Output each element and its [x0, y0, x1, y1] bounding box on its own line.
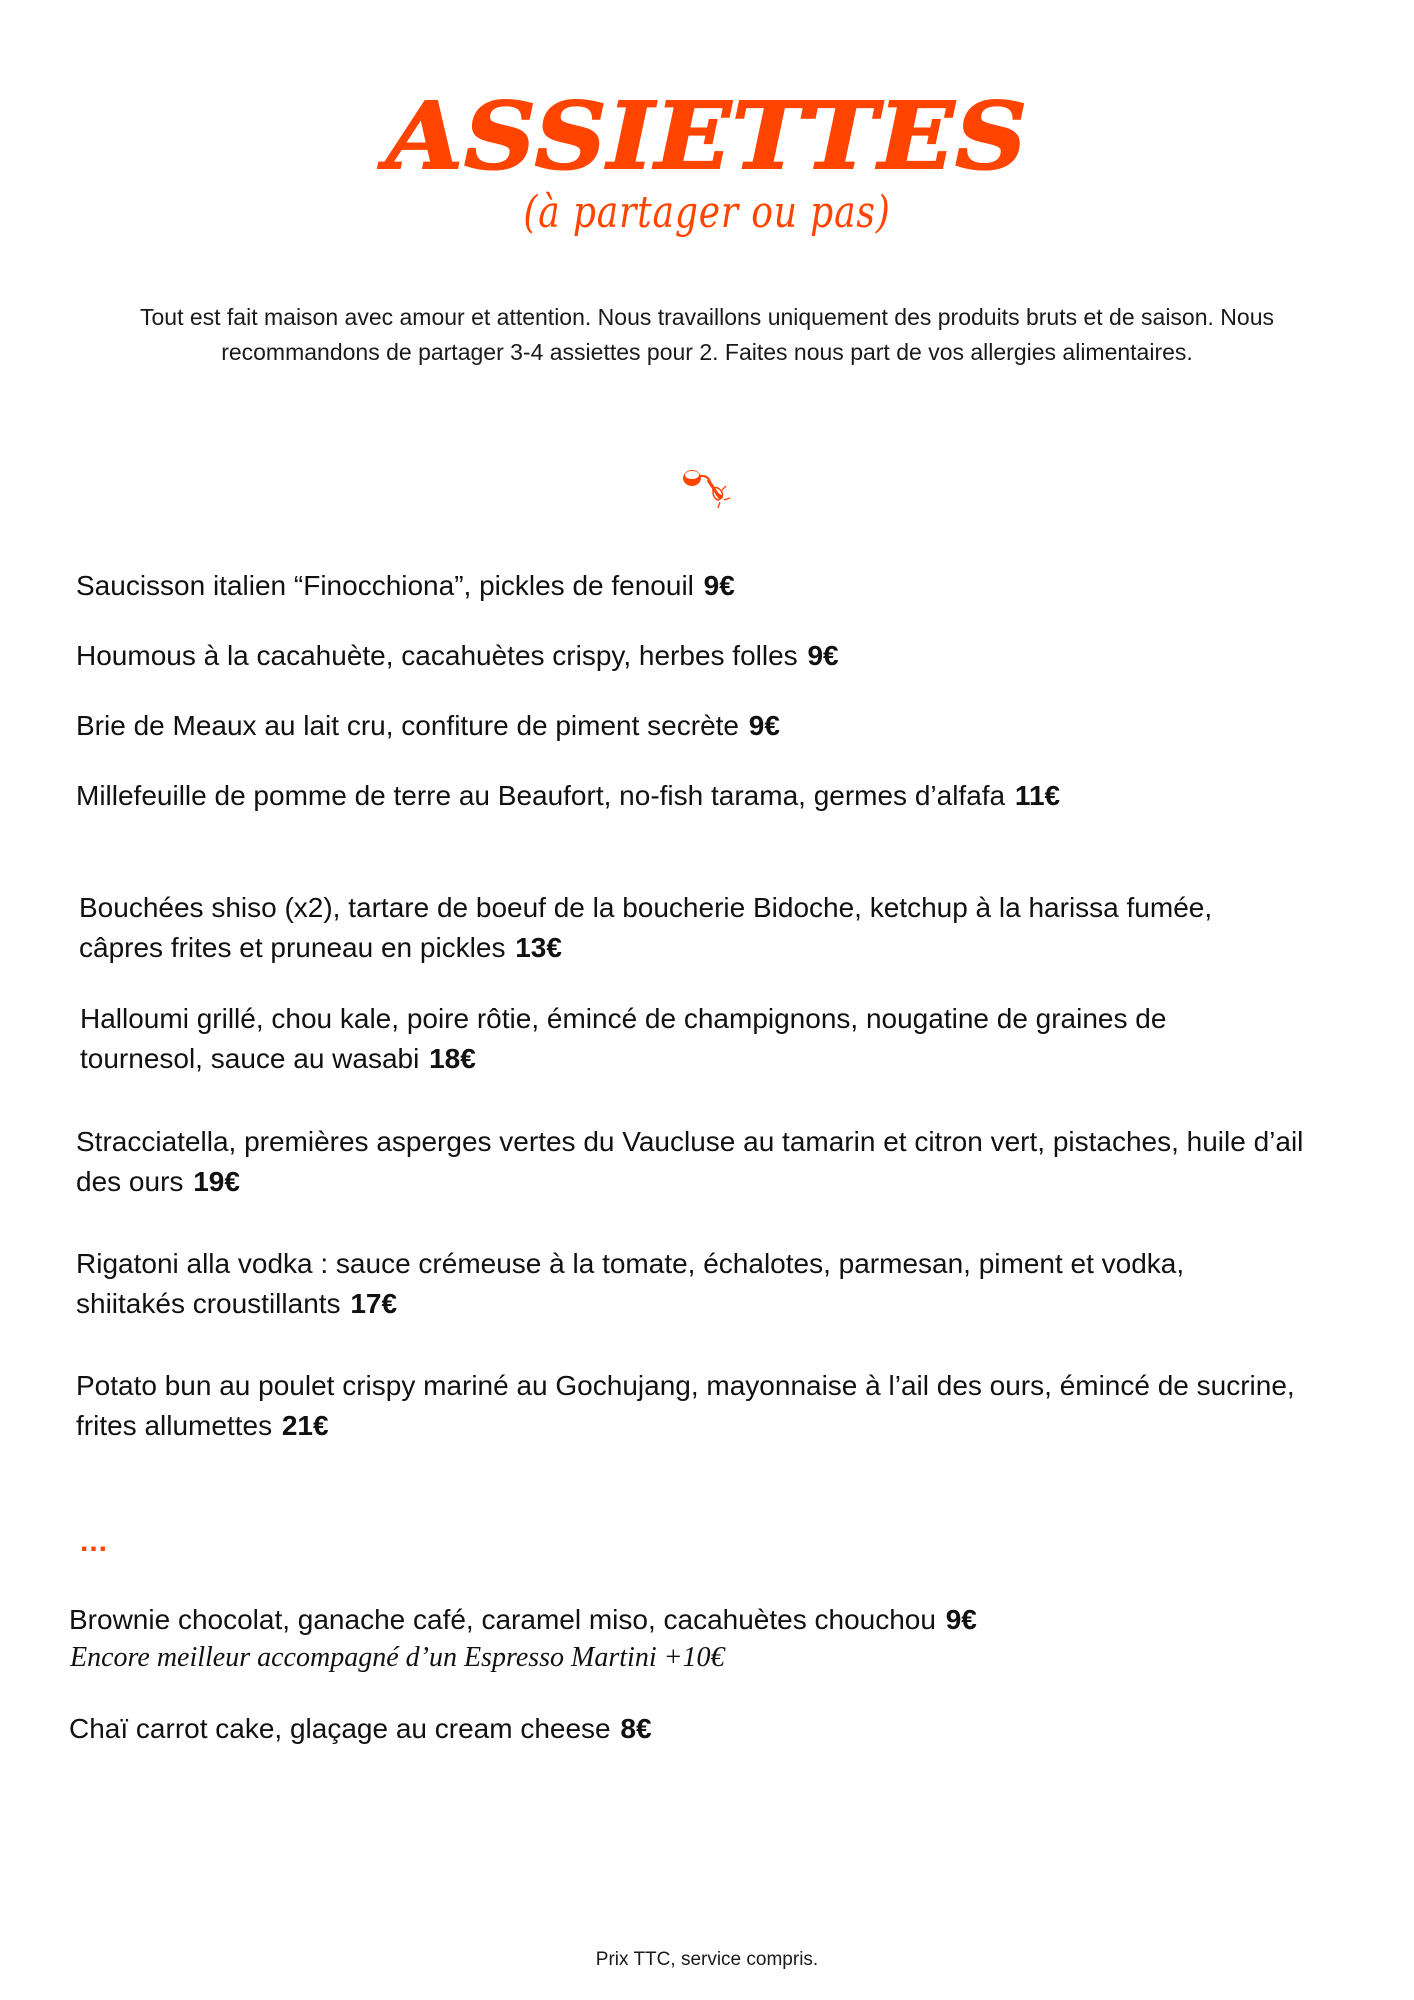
menu-item-price: 9€: [703, 570, 735, 601]
menu-item-description: Houmous à la cacahuète, cacahuètes crispy, herbes folles: [76, 640, 798, 671]
menu-item-description: Bouchées shiso (x2), tartare de boeuf de la boucherie Bidoche, ketchup à la harissa fumée, câpres frites et pruneau en pickles: [79, 892, 1213, 963]
page-subtitle: (à partager ou pas): [523, 187, 891, 238]
menu-item-price: 8€: [620, 1713, 652, 1744]
dessert-pairing-note: Encore meilleur accompagné d’un Espresso Martini +10€: [70, 1642, 725, 1673]
menu-item: [76, 566, 1276, 606]
menu-item-description: Brie de Meaux au lait cru, confiture de piment secrète: [76, 710, 740, 741]
menu-item-price: 13€: [515, 932, 562, 963]
menu-item-description: Potato bun au poulet crispy mariné au Gochujang, mayonnaise à l’ail des ours, émincé de sucrine, frites allumettes: [76, 1370, 1295, 1441]
menu-item-description: Chaï carrot cake, glaçage au cream cheese: [69, 1713, 611, 1744]
dessert-item: [69, 1709, 1309, 1749]
menu-item-description: Saucisson italien “Finocchiona”, pickles de fenouil: [76, 570, 694, 601]
menu-item: [76, 1244, 1186, 1324]
menu-item-description: Rigatoni alla vodka : sauce crémeuse à la tomate, échalotes, parmesan, piment et vodka, shiitakés croustillants: [76, 1248, 1185, 1319]
section-separator: ...: [80, 1525, 109, 1558]
menu-item-price: 19€: [193, 1166, 240, 1197]
menu-item: [80, 999, 1250, 1079]
menu-item-description: Halloumi grillé, chou kale, poire rôtie, émincé de champignons, nougatine de graines de tournesol, sauce au wasabi: [80, 1003, 1167, 1074]
menu-item-description: Millefeuille de pomme de terre au Beaufort, no-fish tarama, germes d’alfafa: [76, 780, 1006, 811]
menu-item: [76, 636, 1276, 676]
menu-item-price: 9€: [945, 1604, 977, 1635]
menu-item-description: Brownie chocolat, ganache café, caramel miso, cacahuètes chouchou: [69, 1604, 936, 1635]
intro-text: Tout est fait maison avec amour et attention. Nous travaillons uniquement des produits bruts et de saison. Nous recommandons de partager 3-4 assiettes pour 2. Faites nous part de vos allergies alimentaires.: [139, 304, 1274, 365]
menu-header: [0, 82, 1414, 238]
menu-item-description: Stracciatella, premières asperges vertes du Vaucluse au tamarin et citron vert, pistaches, huile d’ail des ours: [76, 1126, 1304, 1197]
pouring-hand-icon: [680, 462, 740, 512]
menu-item-price: 17€: [350, 1288, 398, 1319]
menu-item: [76, 776, 1136, 816]
menu-item-price: 9€: [748, 710, 780, 741]
dessert-item: [69, 1600, 1309, 1640]
menu-item-price: 9€: [807, 640, 839, 671]
menu-item: [76, 1366, 1316, 1446]
menu-item-price: 18€: [429, 1043, 476, 1074]
menu-item: [76, 1122, 1316, 1202]
menu-item-price: 21€: [281, 1410, 329, 1441]
menu-item: [79, 888, 1259, 968]
page-title: ASSIETTES: [385, 82, 1029, 190]
menu-item: [76, 706, 1276, 746]
menu-item-price: 11€: [1014, 780, 1061, 811]
footer-note: Prix TTC, service compris.: [595, 1949, 819, 1970]
